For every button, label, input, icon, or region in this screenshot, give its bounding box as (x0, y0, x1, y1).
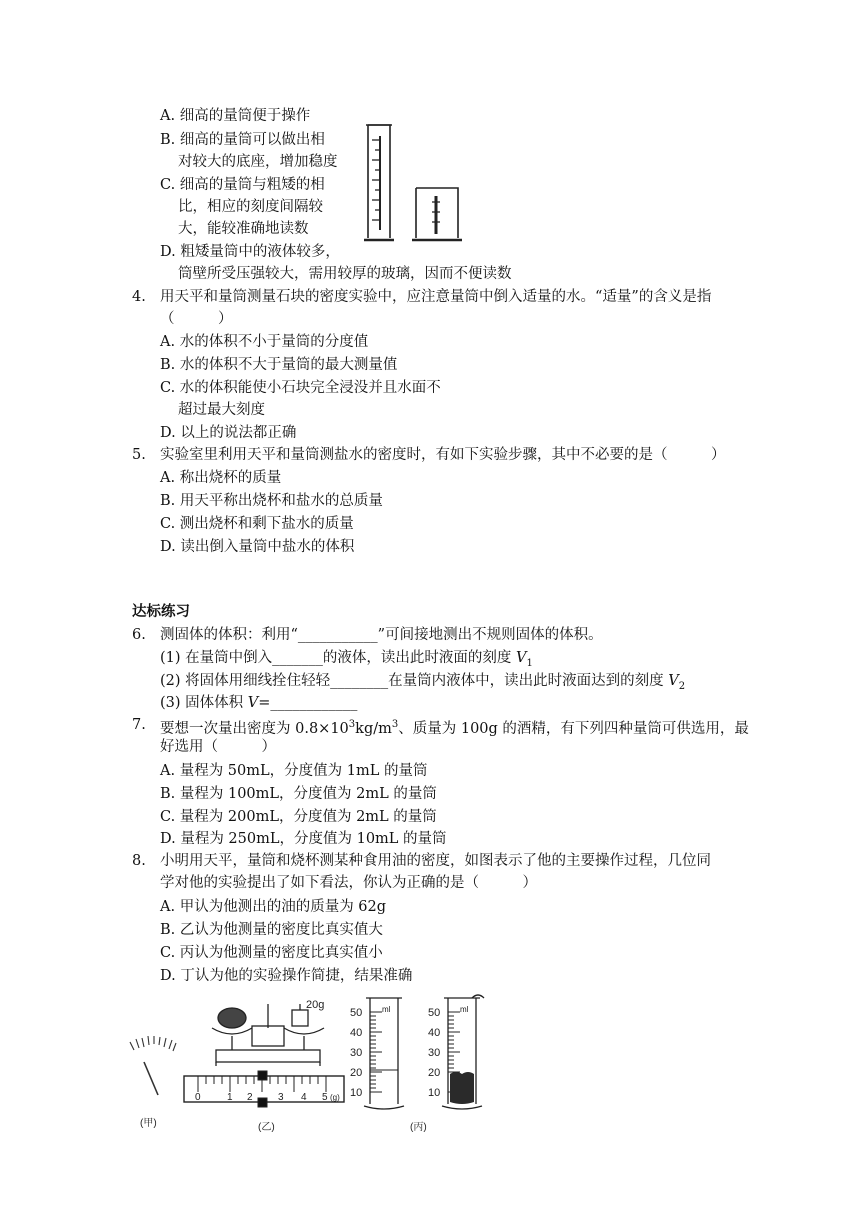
q8-option-d: D. 丁认为他的实验操作简捷，结果准确 (160, 968, 413, 984)
q8-option-b: B. 乙认为他测量的密度比真实值大 (160, 922, 383, 938)
balance-scale (212, 1004, 324, 1066)
short-cylinder-scale (432, 196, 440, 234)
q7-option-a: A. 量程为 50mL，分度值为 1mL 的量筒 (160, 763, 428, 779)
caption-bing: (丙) (410, 1122, 427, 1133)
q7-stem-line2: 好选用（ ） (160, 739, 276, 755)
q3-option-a: A. 细高的量筒便于操作 (160, 108, 311, 124)
q3-option-b-line2: 对较大的底座，增加稳度 (178, 154, 338, 170)
q3-option-b: B. 细高的量筒可以做出相 (160, 132, 325, 148)
svg-text:(g): (g) (330, 1093, 340, 1102)
q3-option-d: D. 粗矮量筒中的液体较多， (160, 244, 340, 260)
q4-option-d: D. 以上的说法都正确 (160, 425, 297, 441)
q7-option-d: D. 量程为 250mL，分度值为 10mL 的量筒 (160, 831, 447, 847)
q4-option-b: B. 水的体积不大于量筒的最大测量值 (160, 357, 398, 373)
q4-stem: 用天平和量筒测量石块的密度实验中，应注意量筒中倒入适量的水。“适量”的含义是指 (160, 289, 712, 305)
q3-option-c: C. 细高的量筒与粗矮的相 (160, 177, 325, 193)
q3-option-c-line2: 比，相应的刻度间隔较 (178, 199, 323, 215)
q5-option-b: B. 用天平称出烧杯和盐水的总质量 (160, 493, 383, 509)
svg-text:10: 10 (350, 1087, 363, 1099)
svg-text:40: 40 (428, 1027, 441, 1039)
q8-experiment-figure (120, 992, 500, 1138)
q6-step-1: (1) 在量筒中倒入_______的液体，读出此时液面的刻度 $V_1$ (160, 650, 533, 669)
q6-number: 6. (132, 627, 146, 643)
cylinder-1-scale (370, 1012, 382, 1092)
svg-text:20: 20 (428, 1067, 441, 1079)
jia-sketch (130, 1036, 176, 1095)
tall-cylinder-scale (372, 136, 380, 230)
q6-step-3: (3) 固体体积 V=____________ (160, 695, 358, 711)
weight-label: 20g (306, 999, 325, 1011)
cylinder-2-liquid (450, 1072, 474, 1104)
svg-text:ml: ml (382, 1005, 391, 1014)
q4-option-c-line2: 超过最大刻度 (178, 402, 265, 418)
svg-text:20: 20 (350, 1067, 363, 1079)
svg-text:1: 1 (227, 1092, 233, 1103)
svg-text:30: 30 (350, 1047, 363, 1059)
q5-number: 5. (132, 447, 146, 463)
svg-text:ml: ml (460, 1005, 469, 1014)
q8-stem-line2: 学对他的实验提出了如下看法，你认为正确的是（ ） (160, 875, 537, 891)
q8-option-a: A. 甲认为他测出的油的质量为 62g (160, 899, 387, 915)
svg-text:10: 10 (428, 1087, 441, 1099)
svg-text:4: 4 (301, 1092, 307, 1103)
svg-text:50: 50 (428, 1007, 441, 1019)
q5-option-d: D. 读出倒入量筒中盐水的体积 (160, 539, 355, 555)
q8-number: 8. (132, 853, 146, 869)
q7-option-c: C. 量程为 200mL，分度值为 2mL 的量筒 (160, 809, 437, 825)
q7-number: 7. (132, 717, 146, 733)
q8-stem: 小明用天平，量筒和烧杯测某种食用油的密度，如图表示了他的主要操作过程，几位同 (160, 853, 711, 869)
q8-option-c: C. 丙认为他测量的密度比真实值小 (160, 945, 383, 961)
q7-option-b: B. 量程为 100mL，分度值为 2mL 的量筒 (160, 786, 437, 802)
caption-yi: (乙) (258, 1122, 275, 1133)
svg-text:30: 30 (428, 1047, 441, 1059)
q4-option-a: A. 水的体积不小于量筒的分度值 (160, 334, 369, 350)
svg-text:5: 5 (322, 1092, 328, 1103)
q3-option-d-line2: 筒壁所受压强较大，需用较厚的玻璃，因而不便读数 (178, 266, 512, 282)
svg-text:3: 3 (278, 1092, 284, 1103)
caption-jia: (甲) (140, 1118, 157, 1129)
q6-stem: 测固体的体积：利用“___________”可间接地测出不规则固体的体积。 (160, 627, 603, 643)
q4-option-c: C. 水的体积能使小石块完全浸没并且水面不 (160, 380, 441, 396)
q4-number: 4. (132, 289, 146, 305)
svg-text:40: 40 (350, 1027, 363, 1039)
svg-text:0: 0 (195, 1092, 201, 1103)
rider-ruler (184, 1071, 344, 1107)
q3-cylinders-figure (360, 122, 470, 246)
section-title: 达标练习 (132, 604, 190, 620)
q3-option-c-line3: 大，能较准确地读数 (178, 221, 309, 237)
q7-stem: 要想一次量出密度为 $0.8\times 10^3kg/m^3$、质量为 100g 的酒精，有下列四种量筒可供选用，最 (160, 719, 749, 737)
q5-option-c: C. 测出烧杯和剩下盐水的质量 (160, 516, 354, 532)
q5-stem: 实验室里利用天平和量筒测盐水的密度时，有如下实验步骤，其中不必要的是（ ） (160, 447, 726, 463)
svg-text:2: 2 (247, 1092, 253, 1103)
q4-answer-blank: （ ） (160, 311, 233, 327)
svg-text:50: 50 (350, 1007, 363, 1019)
q6-step-2: (2) 将固体用细线拴住轻轻________在量筒内液体中，读出此时液面达到的刻度 $V_2$ (160, 673, 686, 692)
q5-option-a: A. 称出烧杯的质量 (160, 470, 282, 486)
